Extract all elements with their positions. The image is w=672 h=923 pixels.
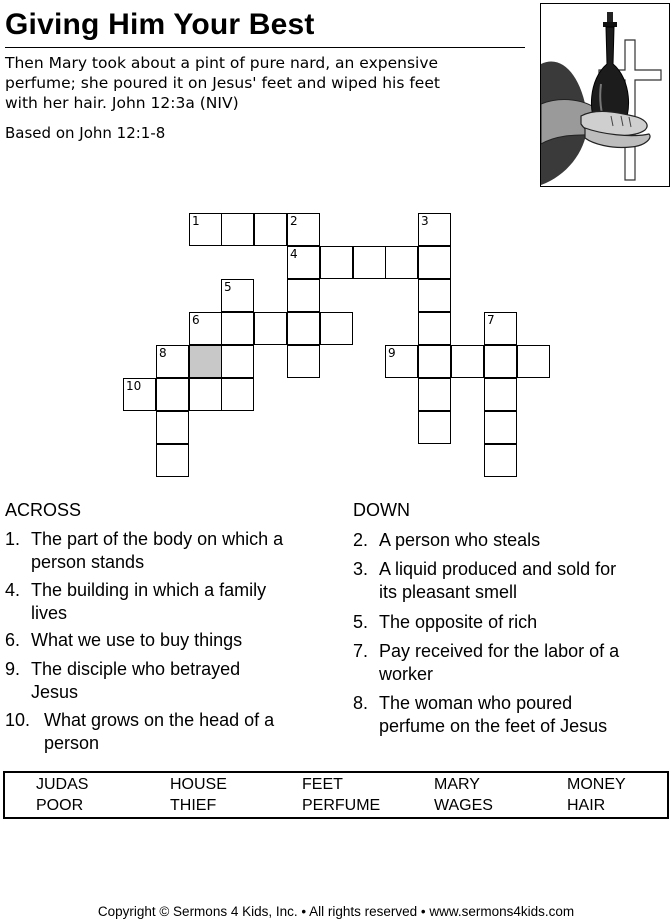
word-bank-word: THIEF [170,797,217,814]
clue-number: 6 [192,313,200,327]
word-bank-word: HOUSE [170,776,227,793]
clue-num: 5. [353,612,369,632]
word-bank-word: MONEY [567,776,626,793]
across-clue [5,528,335,574]
verse-line: perfume; she poured it on Jesus' feet and wiped his feet [5,74,440,92]
clue-num: 10. [5,710,31,730]
clue-text: A liquid produced and sold for its pleasant smell [379,559,617,602]
crossword-cell[interactable] [320,246,353,279]
clue-number: 7 [487,313,495,327]
clue-text: The woman who poured perfume on the feet of Jesus [379,693,608,736]
verse-line: Then Mary took about a pint of pure nard, an expensive [5,54,439,72]
crossword-cell[interactable] [385,246,418,279]
crossword-cell[interactable] [418,246,451,279]
crossword-cell[interactable] [221,345,254,378]
crossword-cell[interactable] [156,411,189,444]
crossword-cell[interactable] [484,411,517,444]
clue-num: 4. [5,580,21,600]
crossword-cell[interactable] [353,246,386,279]
word-bank-word: JUDAS [36,776,89,793]
down-heading: DOWN [353,500,410,520]
title-rule [5,47,525,48]
across-clue [5,629,335,652]
page-title: Giving Him Your Best [5,8,315,41]
clue-num: 1. [5,529,21,549]
clue-text: What we use to buy things [31,630,243,650]
clue-text: Pay received for the labor of a worker [379,641,620,684]
across-clue [5,709,335,755]
crossword-cell[interactable] [287,213,320,246]
crossword-cell[interactable] [418,345,451,378]
down-clue [353,692,668,738]
clue-text: The opposite of rich [379,612,538,632]
crossword-cell[interactable] [221,378,254,411]
down-clue [353,529,668,552]
across-heading: ACROSS [5,500,82,520]
crossword-cell[interactable] [484,378,517,411]
crossword-cell[interactable] [517,345,550,378]
crossword-cell[interactable] [221,213,254,246]
clue-number: 9 [388,346,396,360]
clue-number: 5 [224,280,232,294]
word-bank-word: HAIR [567,797,606,814]
crossword-cell[interactable] [287,312,320,345]
clue-num: 8. [353,693,369,713]
crossword-cell[interactable] [418,279,451,312]
crossword-cell[interactable] [156,444,189,477]
clue-number: 10 [126,379,142,393]
clue-number: 2 [290,214,298,228]
word-bank-word: PERFUME [302,797,381,814]
clue-text: The building in which a family lives [31,580,267,623]
word-bank [3,771,669,819]
word-bank-word: WAGES [434,797,493,814]
word-bank-word: POOR [36,797,84,814]
verse-line: with her hair. John 12:3a (NIV) [5,94,239,112]
clue-number: 1 [192,214,200,228]
clue-number: 8 [159,346,167,360]
crossword-cell[interactable] [221,279,254,312]
clue-text: The disciple who betrayed Jesus [31,659,241,702]
hands-perfume-illustration [540,3,670,187]
word-bank-word: MARY [434,776,480,793]
crossword-cell[interactable] [156,345,189,378]
crossword-cell[interactable] [254,213,287,246]
clue-num: 6. [5,630,21,650]
copyright-footer: Copyright © Sermons 4 Kids, Inc. • All rights reserved • www.sermons4kids.com [97,904,575,919]
down-clue [353,558,668,604]
crossword-cell[interactable] [418,213,451,246]
clue-num: 2. [353,530,369,550]
crossword-cell[interactable] [189,312,222,345]
crossword-cell[interactable] [385,345,418,378]
crossword-cell[interactable] [189,213,222,246]
clue-text: What grows on the head of a person [44,710,275,753]
crossword-cell[interactable] [451,345,484,378]
perfume-jar-icon [541,4,668,185]
scripture-verse [5,53,525,113]
down-clue [353,640,668,686]
clue-num: 3. [353,559,369,579]
crossword-cell[interactable] [418,411,451,444]
down-clue [353,611,668,634]
crossword-cell-shaded [189,345,222,378]
clue-text: The part of the body on which a person stands [31,529,284,572]
clue-num: 9. [5,659,21,679]
across-clue [5,579,335,625]
crossword-cell[interactable] [320,312,353,345]
across-clue [5,658,335,704]
crossword-cell[interactable] [123,378,156,411]
crossword-cell[interactable] [287,345,320,378]
crossword-cell[interactable] [484,312,517,345]
crossword-cell[interactable] [418,312,451,345]
crossword-cell[interactable] [189,378,222,411]
crossword-cell[interactable] [418,378,451,411]
word-bank-word: FEET [302,776,343,793]
clue-number: 3 [421,214,429,228]
scripture-reference: Based on John 12:1-8 [5,124,166,142]
crossword-cell[interactable] [221,312,254,345]
crossword-cell[interactable] [484,345,517,378]
clue-text: A person who steals [379,530,541,550]
clue-num: 7. [353,641,369,661]
clue-number: 4 [290,247,298,261]
crossword-cell[interactable] [156,378,189,411]
crossword-cell[interactable] [287,246,320,279]
crossword-cell[interactable] [287,279,320,312]
crossword-cell[interactable] [254,312,287,345]
crossword-cell[interactable] [484,444,517,477]
